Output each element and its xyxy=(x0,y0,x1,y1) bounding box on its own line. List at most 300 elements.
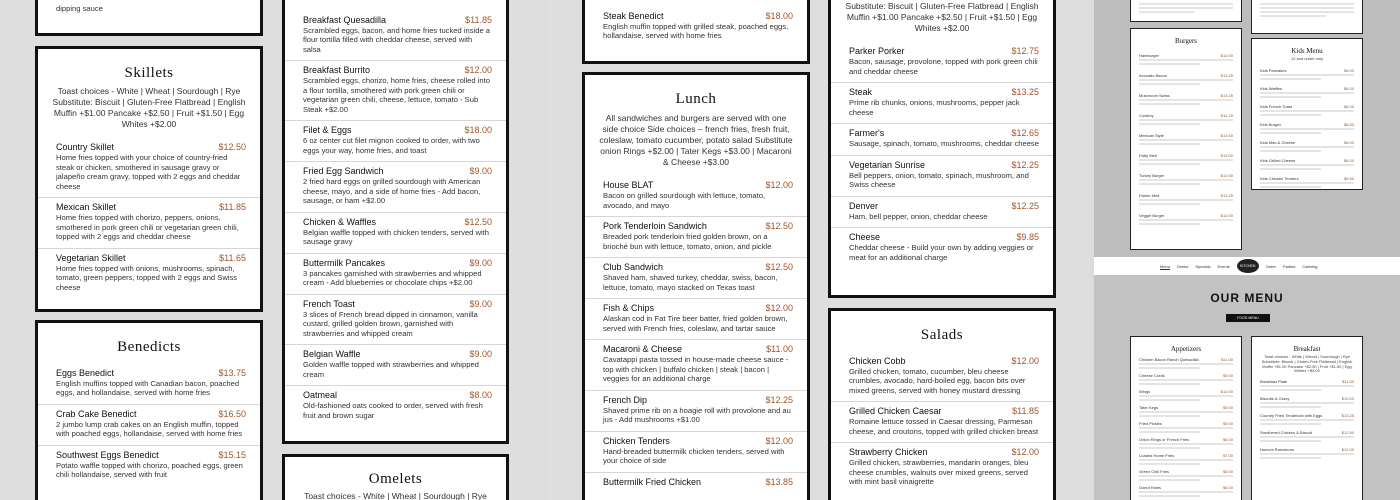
item-name: Chicken Cobb xyxy=(849,356,906,366)
breakfast-mini-card xyxy=(1251,336,1363,500)
item-desc: Bell peppers, onion, tomato, spinach, mushroom, and Swiss cheese xyxy=(849,170,1029,190)
mini-item-desc-line xyxy=(1139,63,1200,65)
mini-item-desc-line xyxy=(1260,74,1354,76)
mini-item-price: $12.50 xyxy=(1341,430,1354,436)
item-price: $9.00 xyxy=(469,257,492,268)
mini-menu-item[interactable] xyxy=(1252,102,1362,109)
item-price: $12.00 xyxy=(1011,356,1039,366)
mini-menu-item[interactable] xyxy=(1131,151,1241,158)
mini-item-desc-line xyxy=(1139,83,1200,85)
mini-item-desc-line xyxy=(1260,440,1321,442)
menu-item[interactable] xyxy=(831,42,1053,83)
mini-item-name: Donut Holes xyxy=(1139,485,1162,490)
mini-item-desc-line xyxy=(1139,183,1200,185)
mini-item-price: $9.00 xyxy=(1222,405,1233,410)
item-desc: Golden waffle topped with strawberries and whipped cream xyxy=(303,360,479,379)
mini-item-name: Kids Waffles xyxy=(1260,85,1283,91)
item-name: Southwest Eggs Benedict xyxy=(56,449,159,460)
item-price: $12.50 xyxy=(765,221,793,232)
mini-item-price: $9.00 xyxy=(1222,373,1233,378)
menu-item[interactable] xyxy=(285,11,506,61)
mini-item-desc-line xyxy=(1139,491,1233,493)
item-desc: English muffin topped with grilled steak, poached eggs, hollandaise, served with home fries xyxy=(603,22,789,41)
mini-item-desc-line xyxy=(1139,223,1200,225)
breakfast-card xyxy=(282,0,509,444)
mini-item-name: Loaded Home Fries xyxy=(1139,453,1175,458)
breakfast-mini-title: Breakfast xyxy=(1293,345,1321,353)
menu-item[interactable] xyxy=(285,121,506,162)
item-name: Steak xyxy=(849,87,873,98)
burgers-title: Burgers xyxy=(1174,37,1198,45)
mini-item-desc-line xyxy=(1139,479,1200,481)
item-name: Club Sandwich xyxy=(603,262,664,273)
item-desc: Scrambled eggs, bacon, and home fries tucked inside a flour tortilla filled with cheddar cheese, served with salsa xyxy=(303,26,490,54)
mini-item-desc-line xyxy=(1260,92,1354,94)
mini-item-desc-line xyxy=(1260,402,1354,404)
nav-menu[interactable]: Menu xyxy=(1160,263,1171,269)
menu-item[interactable] xyxy=(831,156,1053,197)
mini-item-price: $6.00 xyxy=(1343,157,1354,163)
mini-menu-item[interactable] xyxy=(1252,84,1362,91)
mini-item-desc-line xyxy=(1260,128,1354,130)
item-desc: Grilled chicken, strawberries, mandarin oranges, bleu cheese crumbles, walnuts over mixed greens, served with mint basil vinaigrette xyxy=(849,458,1029,487)
mini-item-name: Avocado Bacon xyxy=(1139,73,1167,78)
item-price: $12.00 xyxy=(765,435,793,446)
site-logo[interactable]: KITCHEN xyxy=(1237,259,1259,273)
site-navbar xyxy=(1094,257,1400,275)
menu-item[interactable] xyxy=(38,249,260,298)
mini-item-desc-line xyxy=(1139,379,1233,381)
mini-item-desc-line xyxy=(1139,447,1200,449)
menu-item[interactable] xyxy=(38,364,260,405)
item-price: $12.50 xyxy=(464,216,492,227)
mini-item-desc-line xyxy=(1260,436,1354,438)
item-price: $12.00 xyxy=(464,65,492,76)
menu-screenshot-middle xyxy=(546,0,1090,500)
steak-benedict-card xyxy=(582,0,810,64)
mini-item-name: Cowboy xyxy=(1139,113,1154,118)
item-desc: 2 jumbo lump crab cakes on an English muffin, topped with poached eggs, hollandaise, served with home fries xyxy=(56,419,243,439)
mini-menu-item[interactable] xyxy=(1252,394,1362,401)
mini-item-desc-line xyxy=(1139,443,1233,445)
item-price: $13.85 xyxy=(765,476,793,487)
item-desc: Home fries topped with your choice of country-fried steak or chicken, smothered in sausage gravy or jalapeño cream gravy, topped with 2 eggs and cheddar cheese xyxy=(56,153,241,191)
mini-item-desc-line xyxy=(1139,495,1200,497)
item-name: Buttermilk Fried Chicken xyxy=(603,476,702,487)
mini-menu-item[interactable] xyxy=(1252,66,1362,73)
item-price: $9.00 xyxy=(469,349,492,360)
mini-item-desc-line xyxy=(1260,419,1354,421)
mini-item-name: Wings xyxy=(1139,389,1151,394)
website-preview xyxy=(1094,257,1400,500)
item-desc: English muffins topped with Canadian bacon, poached eggs, and hollandaise, served with home fries xyxy=(56,379,240,398)
mini-menu-item[interactable] xyxy=(1252,156,1362,163)
burgers-mini-card xyxy=(1130,28,1242,250)
mini-item-desc-line xyxy=(1139,123,1200,125)
item-desc: Old-fashioned oats cooked to order, served with fresh fruit and brown sugar xyxy=(303,401,483,420)
mini-item-desc-line xyxy=(1139,463,1200,465)
mini-menu-item[interactable] xyxy=(1252,174,1362,181)
mini-item-desc-line xyxy=(1260,150,1321,152)
menu-item[interactable] xyxy=(585,176,807,217)
mini-item-name: Kids Chicken Tenders xyxy=(1260,175,1299,181)
menu-item[interactable] xyxy=(38,198,260,248)
item-price: $16.50 xyxy=(218,408,246,419)
item-price: $11.85 xyxy=(465,15,492,25)
menu-item[interactable] xyxy=(831,197,1053,228)
item-price: $11.00 xyxy=(766,344,793,355)
mini-item-desc-line xyxy=(1139,103,1200,105)
lunch-list xyxy=(585,176,807,492)
appetizers-list xyxy=(1131,355,1241,497)
mini-menu-item[interactable] xyxy=(1131,451,1241,458)
item-desc: Belgian waffle topped with chicken tenders, served with sausage gravy xyxy=(303,227,490,247)
top-stub-text: dipping sauce xyxy=(56,4,103,13)
mini-item-desc-line xyxy=(1139,159,1233,161)
mini-item-desc-line xyxy=(1139,99,1233,101)
mini-item-name: Parker Melt xyxy=(1139,193,1160,198)
mini-item-price: $14.25 xyxy=(1220,113,1233,118)
mini-menu-item[interactable] xyxy=(1131,131,1241,138)
mini-item-price: $6.00 xyxy=(1343,139,1354,145)
mini-item-desc-line xyxy=(1139,475,1233,477)
mini-item-name: Turkey Burger xyxy=(1139,173,1165,178)
item-name: Crab Cake Benedict xyxy=(56,408,137,419)
mini-item-name: Kids Pancakes xyxy=(1260,67,1287,73)
our-menu-heading: OUR MENU xyxy=(1210,291,1284,305)
mini-item-desc-line xyxy=(1139,415,1200,417)
mini-item-price: $6.50 xyxy=(1343,175,1354,181)
benedicts-card xyxy=(35,320,263,500)
mini-item-desc-line xyxy=(1139,79,1233,81)
mini-item-price: $13.25 xyxy=(1220,193,1233,198)
mini-item-desc-line xyxy=(1260,78,1321,80)
mini-menu-item[interactable] xyxy=(1131,211,1241,218)
item-price: $11.65 xyxy=(219,252,246,263)
item-price: $12.00 xyxy=(765,303,793,314)
mini-item-name: Kids French Toast xyxy=(1260,103,1292,109)
item-name: Parker Porker xyxy=(849,46,905,57)
mini-item-desc-line xyxy=(1139,363,1233,365)
item-name: Fried Egg Sandwich xyxy=(303,166,384,177)
item-desc: 3 pancakes garnished with strawberries and whipped cream - Add blueberries or chocolate chips +$2.00 xyxy=(303,268,482,288)
omelets-note: Toast choices - White | Wheat | Sourdough | Rye xyxy=(304,491,487,500)
item-price: $12.25 xyxy=(1011,159,1039,170)
skillets-note: Toast choices - White | Wheat | Sourdough | Rye Substitute: Biscuit | Gluten-Free Flatbread | English Muffin +$1.00 Pancake +$2.50 | Fruit +$1.50 | Egg Whites +$2.00 xyxy=(52,86,246,130)
item-desc: Romaine lettuce tossed in Caesar dressing, Parmesan cheese, and croutons, topped with grilled chicken breast xyxy=(849,417,1039,436)
item-desc: 6 oz center cut filet mignon cooked to order, with two eggs your way, home fries, and toast xyxy=(303,136,480,155)
nav-order[interactable]: Order xyxy=(1265,263,1276,269)
mini-item-desc-line xyxy=(1139,399,1200,401)
mini-menu-item[interactable] xyxy=(1131,371,1241,378)
mini-menu-item[interactable] xyxy=(1131,387,1241,394)
menu-item[interactable] xyxy=(38,138,260,198)
kids-mini-card xyxy=(1251,38,1363,190)
mini-item-price: $6.50 xyxy=(1343,121,1354,127)
nav-catering[interactable]: Catering xyxy=(1302,263,1318,269)
benedicts-list xyxy=(38,364,260,486)
nav-events[interactable]: Events xyxy=(1217,263,1230,269)
menu-item[interactable] xyxy=(585,473,807,493)
appetizers-mini-card xyxy=(1130,336,1242,500)
menu-item[interactable] xyxy=(831,443,1053,492)
menu-item[interactable] xyxy=(831,124,1053,155)
item-name: House BLAT xyxy=(603,180,654,191)
mini-item-price: $13.25 xyxy=(1220,93,1233,98)
kids-note: 12 and under only xyxy=(1290,56,1324,61)
mini-item-price: $9.00 xyxy=(1222,421,1233,426)
salads-title: Salads xyxy=(920,327,964,343)
mini-item-name: Biscuits & Gravy xyxy=(1260,396,1290,402)
menu-item[interactable] xyxy=(831,402,1053,443)
mini-item-desc-line xyxy=(1139,179,1233,181)
mini-menu-item[interactable] xyxy=(1252,377,1362,384)
mini-item-desc-line xyxy=(1139,199,1233,201)
mini-item-desc-line xyxy=(1139,59,1233,61)
skillets-title: Skillets xyxy=(124,65,174,81)
menu-item[interactable] xyxy=(831,228,1053,268)
item-name: Grilled Chicken Caesar xyxy=(849,406,942,417)
item-price: $12.00 xyxy=(1011,447,1039,458)
skillets-list xyxy=(38,138,260,298)
omelets-title: Omelets xyxy=(368,471,423,487)
item-name: Cheese xyxy=(849,232,881,243)
mini-item-price: $13.25 xyxy=(1341,413,1354,419)
mini-item-desc-line xyxy=(1139,427,1233,429)
mini-item-desc-line xyxy=(1139,383,1200,385)
mini-item-name: Huevos Rancheros xyxy=(1260,447,1295,453)
item-price: $12.25 xyxy=(1011,200,1039,211)
item-desc: Bacon, sausage, provolone, topped with pork green chili and cheddar cheese xyxy=(849,57,1038,76)
salads-list xyxy=(831,352,1053,493)
mini-item-name: Hamburger xyxy=(1139,53,1160,58)
item-price: $12.50 xyxy=(218,142,246,153)
mini-item-price: $12.00 xyxy=(1220,213,1233,218)
menu-item[interactable] xyxy=(285,162,506,212)
item-name: Chicken & Waffles xyxy=(303,216,377,227)
mini-item-desc-line xyxy=(1260,385,1354,387)
mini-menu-item[interactable] xyxy=(1131,191,1241,198)
mini-item-desc-line xyxy=(1260,389,1321,391)
item-desc: Shaved prime rib on a hoagie roll with provolone and au jus - Add mushrooms +$1.00 xyxy=(603,405,791,425)
mini-item-desc-line xyxy=(1139,411,1233,413)
kids-list xyxy=(1252,66,1362,188)
item-name: Mexican Skillet xyxy=(56,202,117,213)
menu-item[interactable] xyxy=(285,213,506,254)
mini-item-desc-line xyxy=(1139,431,1200,433)
item-name: French Dip xyxy=(603,394,648,405)
item-desc: 2 fried hard eggs on grilled sourdough with American cheese, mayo, and a side of home fries - Add bacon, sausage, or ham +$2.00 xyxy=(303,177,481,206)
item-price: $12.65 xyxy=(1011,128,1039,139)
mini-menu-item[interactable] xyxy=(1131,483,1241,490)
item-name: Filet & Eggs xyxy=(303,125,352,136)
item-desc: Cheddar cheese - Build your own by adding veggies or meat for an additional charge xyxy=(849,243,1034,262)
mini-item-desc-line xyxy=(1139,163,1200,165)
mini-item-name: Chicken Bacon Ranch Quesadilla xyxy=(1139,357,1199,362)
mini-menu-item[interactable] xyxy=(1131,435,1241,442)
nav-parties[interactable]: Parties xyxy=(1282,263,1296,269)
mini-menu-item[interactable] xyxy=(1131,51,1241,58)
mini-item-desc-line xyxy=(1139,203,1200,205)
menu-item[interactable] xyxy=(585,299,807,340)
mini-menu-item[interactable] xyxy=(1131,171,1241,178)
item-price: $12.75 xyxy=(1011,46,1039,57)
mini-menu-item[interactable] xyxy=(1252,411,1362,418)
mini-stub-left xyxy=(1130,0,1242,22)
mini-item-desc-line xyxy=(1260,146,1354,148)
menu-item[interactable] xyxy=(585,432,807,473)
menu-item[interactable] xyxy=(585,7,807,47)
mini-item-name: Kids Mac & Cheese xyxy=(1260,139,1296,145)
item-price: $9.00 xyxy=(469,298,492,309)
mini-menu-item[interactable] xyxy=(1252,138,1362,145)
breakfast-mini-note: Toast choices - White | Wheat | Sourdough | Rye Substitute: Biscuit | Gluten-Free Flatbread | English Muffin +$1.00 Pancake +$2.50 | Fruit +$1.50 | Egg Whites +$2.00 xyxy=(1261,354,1353,374)
menu-item[interactable] xyxy=(285,386,506,426)
mini-item-price: $10.00 xyxy=(1341,396,1354,402)
mini-item-price: $6.00 xyxy=(1222,485,1233,490)
item-desc: Hand-breaded buttermilk chicken tenders, served with your choice of side xyxy=(603,446,785,466)
item-desc: Shaved ham, shaved turkey, cheddar, swiss, bacon, lettuce, tomato, mayo stacked on Texas toast xyxy=(603,273,778,292)
mini-item-price: $6.00 xyxy=(1343,67,1354,73)
item-name: Vegetarian Skillet xyxy=(56,252,126,263)
mini-item-desc-line xyxy=(1139,395,1233,397)
menu-item[interactable] xyxy=(585,217,807,258)
item-name: Fish & Chips xyxy=(603,303,655,314)
menu-item[interactable] xyxy=(831,83,1053,124)
menu-item[interactable] xyxy=(585,258,807,299)
lunch-title: Lunch xyxy=(675,91,717,107)
item-name: Farmer's xyxy=(849,128,885,139)
benedicts-title: Benedicts xyxy=(117,339,181,355)
menu-item[interactable] xyxy=(285,345,506,386)
mini-item-name: Country Fried Tenderloin with Eggs xyxy=(1260,413,1323,419)
burgers-list xyxy=(1131,51,1241,225)
item-price: $15.15 xyxy=(218,449,246,460)
item-name: Pork Tenderloin Sandwich xyxy=(603,221,707,232)
mini-menu-item[interactable] xyxy=(1131,355,1241,362)
mini-item-price: $11.00 xyxy=(1221,357,1233,362)
mini-item-desc-line xyxy=(1139,119,1233,121)
item-desc: 3 slices of French bread dipped in cinnamon, vanilla custard, grilled golden brown, garnished with strawberries and whipped cream xyxy=(303,309,478,338)
item-price: $12.50 xyxy=(765,262,793,273)
item-name: Country Skillet xyxy=(56,142,115,153)
menu-item[interactable] xyxy=(585,340,807,390)
mini-menu-item[interactable] xyxy=(1131,403,1241,410)
omelets-cont-note: Substitute: Biscuit | Gluten-Free Flatbread | English Muffin +$1.00 Pancake +$2.50 | Fruit +$1.50 | Egg Whites +$2.00 xyxy=(845,1,1039,34)
item-name: French Toast xyxy=(303,298,355,309)
mini-item-price: $8.00 xyxy=(1222,469,1233,474)
mini-menu-item[interactable] xyxy=(1131,91,1241,98)
item-price: $13.25 xyxy=(1011,87,1039,98)
item-price: $11.85 xyxy=(219,202,246,213)
item-desc: Ham, bell pepper, onion, cheddar cheese xyxy=(849,211,988,221)
item-name: Oatmeal xyxy=(303,390,338,401)
mini-item-name: Onion Rings or French Fries xyxy=(1139,437,1190,442)
menu-item[interactable] xyxy=(585,391,807,432)
mini-menu-item[interactable] xyxy=(1252,428,1362,435)
mini-item-desc-line xyxy=(1260,132,1321,134)
mini-item-desc-line xyxy=(1260,423,1321,425)
item-desc: Potato waffle topped with chorizo, poached eggs, green chili hollandaise, served with fruit xyxy=(56,460,243,480)
mini-item-price: $13.00 xyxy=(1220,153,1233,158)
mini-item-price: $12.50 xyxy=(1220,173,1233,178)
item-name: Macaroni & Cheese xyxy=(603,344,683,355)
mini-item-desc-line xyxy=(1260,453,1354,455)
item-price: $8.00 xyxy=(469,390,492,401)
mini-item-name: Kids Burger xyxy=(1260,121,1281,127)
item-price: $12.25 xyxy=(765,394,793,405)
mini-item-name: Kids Grilled Cheese xyxy=(1260,157,1296,163)
menu-item[interactable] xyxy=(38,405,260,446)
item-desc: Alaskan cod in Fat Tire beer batter, fried golden brown, served with French fries, coleslaw, and tartar sauce xyxy=(603,314,788,333)
menu-item[interactable] xyxy=(285,254,506,295)
mini-item-name: Tater Kegs xyxy=(1139,405,1159,410)
mini-item-name: Smothered Chicken & Biscuit xyxy=(1260,430,1312,436)
mini-item-price: $13.50 xyxy=(1220,133,1233,138)
item-desc: Scrambled eggs, chorizo, home fries, cheese rolled into a flour tortilla, smothered with pork green chili or vegetarian green chili, cheese, lettuce, tomato - Sub Steak +$2.00 xyxy=(303,76,490,114)
mini-item-price: $12.00 xyxy=(1341,447,1354,453)
omelets-list xyxy=(831,42,1053,268)
mini-item-name: Mushroom Swiss xyxy=(1139,93,1170,98)
item-desc: Breaded pork tenderloin fried golden brown, on a brioché bun with lettuce, tomato, onion, and pickle xyxy=(603,232,772,251)
item-name: Eggs Benedict xyxy=(56,368,115,378)
item-desc: Cavatappi pasta tossed in house-made cheese sauce - top with chicken | buffalo chicken | steak | bacon | veggies for an additional charge xyxy=(603,355,789,384)
mini-item-price: $6.00 xyxy=(1343,85,1354,91)
breakfast-mini-list xyxy=(1252,377,1362,459)
mini-item-desc-line xyxy=(1139,367,1200,369)
nav-drinks[interactable]: Drinks xyxy=(1177,263,1189,269)
menu-item[interactable] xyxy=(38,446,260,486)
item-name: Belgian Waffle xyxy=(303,349,361,360)
mini-item-desc-line xyxy=(1260,182,1354,184)
mini-item-price: $6.00 xyxy=(1222,437,1233,442)
mini-menu-item[interactable] xyxy=(1131,71,1241,78)
item-price: $13.75 xyxy=(218,368,246,378)
menu-item[interactable] xyxy=(285,61,506,121)
mini-menu-item[interactable] xyxy=(1131,111,1241,118)
omelets-card xyxy=(282,454,509,500)
mini-menu-item[interactable] xyxy=(1131,467,1241,474)
mini-item-desc-line xyxy=(1260,406,1321,408)
mini-item-desc-line xyxy=(1260,186,1321,188)
menu-item[interactable] xyxy=(285,295,506,345)
item-name: Steak Benedict xyxy=(603,11,664,21)
item-name: Buttermilk Pancakes xyxy=(303,257,386,268)
mini-item-name: Breakfast Plate xyxy=(1260,379,1288,385)
nav-specials[interactable]: Specials xyxy=(1195,263,1211,269)
breakfast-list xyxy=(285,11,506,426)
food-menu-button[interactable]: FOOD MENU xyxy=(1226,314,1270,322)
omelets-cont-card xyxy=(828,0,1056,298)
mini-menu-item[interactable] xyxy=(1252,445,1362,452)
mini-item-price: $13.25 xyxy=(1220,73,1233,78)
item-desc: Prime rib chunks, onions, mushrooms, pepper jack cheese xyxy=(849,98,1020,117)
mini-menu-item[interactable] xyxy=(1131,419,1241,426)
mini-menu-item[interactable] xyxy=(1252,120,1362,127)
menu-screenshot-right xyxy=(1094,0,1400,500)
item-price: $12.00 xyxy=(765,180,793,191)
item-price: $18.00 xyxy=(464,125,492,136)
menu-item[interactable] xyxy=(831,352,1053,402)
item-price: $9.00 xyxy=(469,166,492,177)
mini-item-desc-line xyxy=(1260,457,1321,459)
mini-item-desc-line xyxy=(1139,219,1233,221)
mini-item-desc-line xyxy=(1260,168,1321,170)
item-name: Breakfast Quesadilla xyxy=(303,15,387,25)
mini-item-desc-line xyxy=(1260,96,1321,98)
item-name: Chicken Tenders xyxy=(603,435,670,446)
item-name: Strawberry Chicken xyxy=(849,447,928,458)
